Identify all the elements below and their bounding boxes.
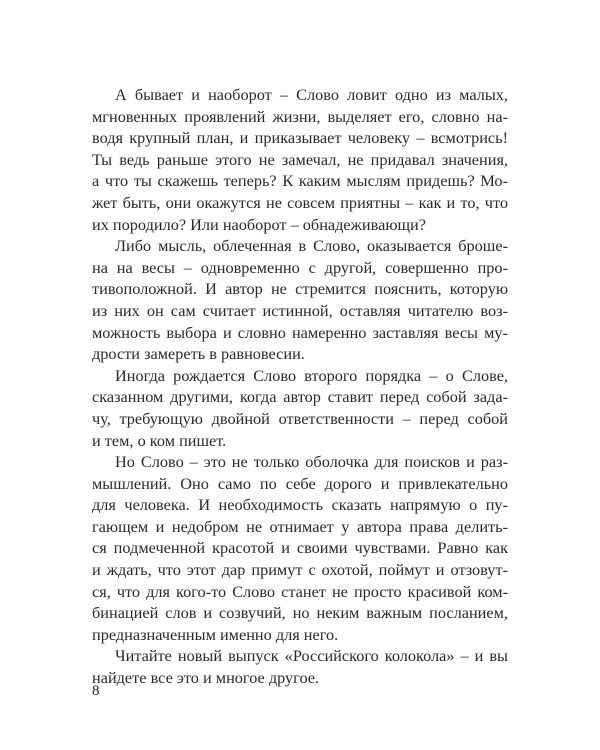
text-line: для человека. И необходимость сказать напрямую о пу- — [92, 495, 508, 515]
text-line: Либо мысль, облеченная в Слово, оказывается броше- — [115, 236, 508, 256]
page-number: 8 — [92, 683, 100, 699]
text-line: ся, что для кого-то Слово станет не просто красивой ком- — [92, 581, 508, 601]
paragraph-3 — [92, 365, 508, 451]
paragraph-4 — [92, 451, 508, 645]
text-line: найдете все это и многое другое. — [92, 668, 320, 688]
text-line: их породило? Или наоборот – обнадеживающи? — [92, 214, 426, 234]
body-text — [92, 84, 508, 689]
text-line: водя крупный план, и приказывает человеку – всмотрись! — [92, 128, 508, 148]
text-line: можность выбора и словно намеренно заставляя весы му- — [92, 322, 508, 342]
text-line: жет быть, они окажутся не совсем приятны – как и то, что — [92, 192, 508, 212]
text-line: Читайте новый выпуск «Российского колокола» – и вы — [115, 646, 508, 666]
text-line: Но Слово – это не только оболочка для поисков и раз- — [115, 452, 508, 472]
text-line: А бывает и наоборот – Слово ловит одно из малых, — [115, 85, 508, 104]
text-line: и тем, о ком пишет. — [92, 430, 227, 450]
text-line: гающем и недобром не отнимает у автора права делить- — [92, 516, 508, 536]
text-line: на на весы – одновременно с другой, совершенно про- — [92, 257, 508, 277]
text-line: сказанном другими, когда автор ставит перед собой зада- — [92, 387, 508, 407]
text-line: мгновенных проявлений жизни, выделяет его, словно на- — [92, 106, 508, 126]
text-line: мышлений. Оно само по себе дорого и привлекательно — [92, 473, 508, 493]
text-line: чу, требующую двойной ответственности – перед собой — [92, 408, 508, 428]
text-line: и ждать, что этот дар примут с охотой, поймут и отзовут- — [92, 560, 508, 580]
paragraph-1 — [92, 84, 508, 235]
text-line: Иногда рождается Слово второго порядка – о Слове, — [115, 365, 508, 385]
text-line: дрости замереть в равновесии. — [92, 344, 305, 364]
text-line: Ты ведь раньше этого не замечал, не придавал значения, — [92, 149, 508, 169]
text-line: ся подмеченной красотой и своими чувствами. Равно как — [92, 538, 508, 558]
paragraph-5 — [92, 645, 508, 688]
paragraph-2 — [92, 235, 508, 365]
text-line: а что ты скажешь теперь? К каким мыслям придешь? Мо- — [92, 171, 508, 191]
text-line: тивоположной. И автор не стремится пояснить, которую — [92, 279, 508, 299]
text-line: предназначенным именно для него. — [92, 624, 339, 644]
text-line: из них он сам считает истинной, оставляя читателю воз- — [92, 300, 508, 320]
text-line: бинацией слов и созвучий, но неким важным посланием, — [92, 603, 508, 623]
